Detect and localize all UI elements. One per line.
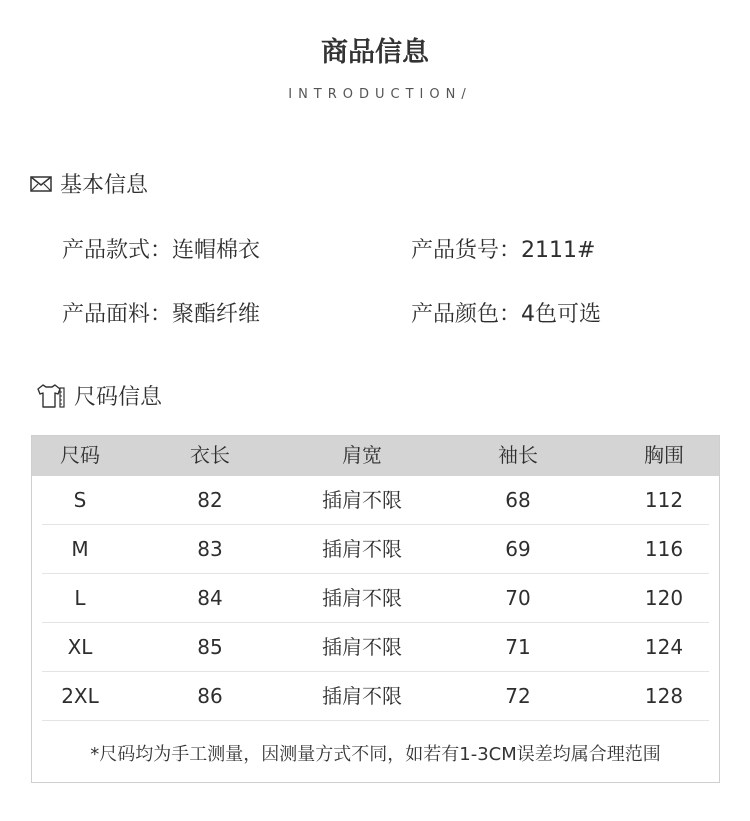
sleeve-cell: 70	[505, 586, 531, 610]
chest-cell: 120	[644, 586, 684, 610]
shoulder-cell: 插肩不限	[322, 488, 402, 512]
chest-cell: 124	[644, 635, 684, 659]
column-header-length: 衣长	[190, 443, 230, 467]
page-subtitle: INTRODUCTION/	[288, 87, 472, 102]
length-cell: 86	[197, 684, 223, 708]
shoulder-cell: 插肩不限	[322, 586, 402, 610]
length-cell: 83	[197, 537, 223, 561]
size-cell: M	[71, 537, 89, 561]
table-row	[42, 574, 709, 623]
measurement-note: *尺码均为手工测量，因测量方式不同，如若有1-3CM误差均属合理范围	[90, 744, 661, 765]
info-label: 产品货号：	[411, 238, 522, 263]
shoulder-cell: 插肩不限	[322, 537, 402, 561]
sleeve-cell: 72	[505, 684, 531, 708]
info-item-sku	[411, 233, 595, 264]
chest-cell: 128	[644, 684, 684, 708]
info-label: 产品颜色：	[411, 302, 522, 327]
shoulder-cell: 插肩不限	[322, 684, 402, 708]
info-label: 产品款式：	[62, 238, 173, 263]
shoulder-cell: 插肩不限	[322, 635, 402, 659]
sleeve-cell: 71	[505, 635, 531, 659]
info-value: 连帽棉衣	[172, 238, 261, 263]
sleeve-cell: 69	[505, 537, 531, 561]
column-header-size: 尺码	[60, 443, 100, 467]
page-title: 商品信息	[321, 37, 429, 68]
table-row	[42, 525, 709, 574]
size-cell: XL	[67, 635, 93, 659]
shirt-ruler-icon	[36, 383, 66, 409]
column-header-shoulder: 肩宽	[342, 443, 382, 467]
envelope-icon	[30, 176, 52, 192]
info-value: 2111#	[521, 238, 596, 263]
info-item-fabric	[62, 297, 260, 328]
info-value: 聚酯纤维	[172, 302, 261, 327]
column-header-sleeve: 袖长	[498, 443, 538, 467]
info-value: 4色可选	[521, 302, 602, 327]
chest-cell: 112	[644, 488, 684, 512]
length-cell: 85	[197, 635, 223, 659]
size-info-title: 尺码信息	[74, 385, 163, 410]
column-header-chest: 胸围	[644, 443, 684, 467]
table-row	[42, 476, 709, 525]
sleeve-cell: 68	[505, 488, 531, 512]
info-item-style	[62, 233, 260, 264]
length-cell: 82	[197, 488, 223, 512]
info-item-color	[411, 297, 601, 328]
table-row	[42, 672, 709, 721]
basic-info-title: 基本信息	[60, 173, 149, 198]
size-table-header	[32, 436, 719, 476]
size-cell: 2XL	[61, 684, 99, 708]
chest-cell: 116	[644, 537, 684, 561]
size-info-heading	[36, 380, 162, 411]
basic-info-heading	[30, 168, 148, 199]
size-cell: L	[74, 586, 86, 610]
info-label: 产品面料：	[62, 302, 173, 327]
size-table	[31, 435, 720, 783]
size-cell: S	[73, 488, 87, 512]
length-cell: 84	[197, 586, 223, 610]
table-row	[42, 623, 709, 672]
